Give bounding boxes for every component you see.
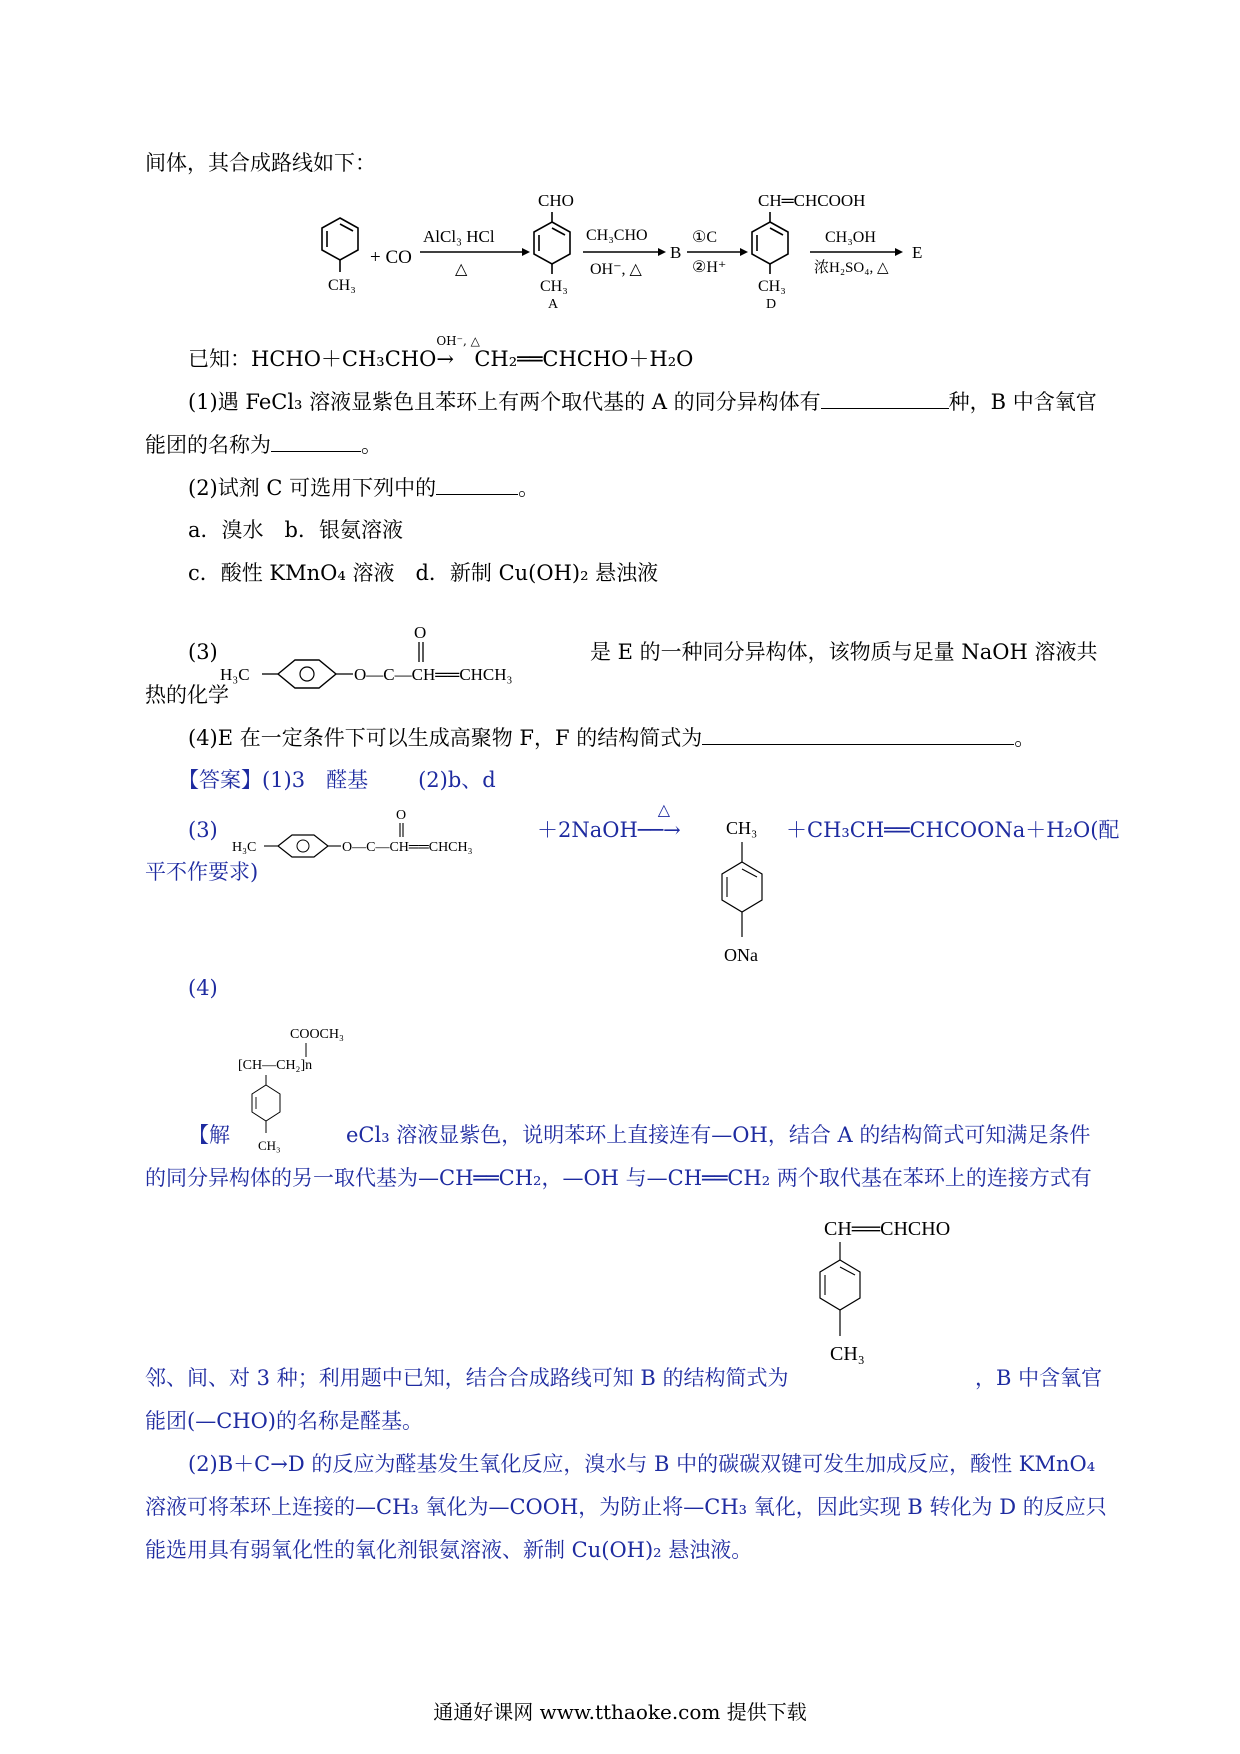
a-label: A <box>548 297 559 312</box>
q2-stem-text: (2)试剂 C 可选用下列中的 <box>188 476 437 500</box>
toluene-ch3: CH₃ <box>328 277 356 294</box>
d-top: CH═CHCOOH <box>758 191 866 210</box>
answer-3-delta: △ <box>657 800 671 819</box>
b-structure-ch3: CH₃ <box>830 1343 865 1365</box>
svg-text:O: O <box>396 808 407 823</box>
q1-text-b: 种，B 中含氧官 <box>948 390 1097 414</box>
q2-stem <box>188 473 539 503</box>
analysis-line1: eCl₃ 溶液显紫色，说明苯环上直接连有—OH，结合 A 的结构简式可知满足条件 <box>346 1123 1091 1147</box>
q1-line2 <box>145 430 382 460</box>
answer-4-cooch3: COOCH₃ <box>290 1027 344 1042</box>
answer-3-rest: ＋CH₃CH══CHCOONa＋H₂O(配 <box>786 818 1120 842</box>
arrow4-bottom: 浓H₂SO₄, △ <box>814 260 889 276</box>
svg-text:H₃C: H₃C <box>232 840 257 855</box>
q2-stem-end: 。 <box>518 476 540 500</box>
q3-line2: 热的化学 <box>145 683 229 707</box>
d-ch3: CH₃ <box>758 278 786 295</box>
answer-1: (1)3 醛基 <box>262 768 369 792</box>
q1-line2-end: 。 <box>361 433 382 457</box>
answer-4-chain: [CH—CH₂]n <box>238 1058 313 1073</box>
b-structure-top: CH══CHCHO <box>824 1218 951 1240</box>
known-suffix: CH₂══CHCHO＋H₂O <box>474 347 694 371</box>
q2-options-ab: a．溴水 b．银氨溶液 <box>188 518 403 542</box>
plus-co: + CO <box>370 247 412 268</box>
d-label: D <box>766 297 777 312</box>
answer-label: 【答案】 <box>178 768 262 792</box>
analysis-line4: 能团(—CHO)的名称是醛基。 <box>145 1409 423 1433</box>
q4-end: 。 <box>1014 726 1036 750</box>
arrow1-bottom: △ <box>455 261 468 278</box>
q4-text: (4)E 在一定条件下可以生成高聚物 F，F 的结构简式为 <box>188 726 703 750</box>
answer-3-naoh-text: ＋2NaOH <box>537 818 638 842</box>
analysis-line3-a: 邻、间、对 3 种；利用题中已知，结合合成路线可知 B 的结构简式为 <box>145 1366 789 1390</box>
analysis-line3-b: ，B 中含氧官 <box>975 1366 1103 1390</box>
arrow4-top: CH₃OH <box>825 229 876 246</box>
answer-3-naoh: ＋2NaOH △ ──→ <box>537 815 694 845</box>
arrow3-top: ①C <box>692 229 718 246</box>
analysis-line7: 能选用具有弱氧化性的氧化剂银氨溶液、新制 Cu(OH)₂ 悬浊液。 <box>145 1538 753 1562</box>
answer-3-product-ona: ONa <box>724 945 758 965</box>
q3-text: 是 E 的一种同分异构体，该物质与足量 NaOH 溶液共 <box>590 640 1098 664</box>
intro-text: 间体，其合成路线如下： <box>145 151 376 175</box>
arrow1-top: AlCl₃ HCl <box>423 227 495 246</box>
answer-3-product <box>706 812 776 982</box>
q2-options-cd: c．酸性 KMnO₄ 溶液 d．新制 Cu(OH)₂ 悬浊液 <box>188 561 659 585</box>
b-label: B <box>670 243 682 262</box>
known-line: 已知：HCHO＋CH₃CHO OH⁻, △ → CH₂══CHCHO＋H₂O <box>188 344 693 374</box>
answer-line <box>178 765 496 795</box>
answer-4-ch3: CH₃ <box>258 1138 281 1153</box>
footer: 通通好课网 www.tthaoke.com 提供下载 <box>433 1700 807 1724</box>
analysis-line5: (2)B＋C→D 的反应为醛基发生氧化反应，溴水与 B 中的碳碳双键可发生加成反应，酸性 KMnO₄ <box>188 1452 1096 1476</box>
answer-2: (2)b、d <box>418 768 496 792</box>
known-arrow-label: OH⁻, △ <box>436 334 480 348</box>
a-cho: CHO <box>538 191 574 210</box>
q2-blank <box>436 474 518 495</box>
q1-blank-count <box>821 388 949 409</box>
q1-line2-text: 能团的名称为 <box>145 433 271 457</box>
answer-4-num: (4) <box>188 976 218 1000</box>
q4-line <box>188 723 1035 753</box>
answer-3-line2: 平不作要求) <box>145 860 259 884</box>
e-label: E <box>912 243 923 262</box>
arrow2-bottom: OH⁻, △ <box>590 261 642 278</box>
q3-struct-o: O <box>414 623 427 642</box>
analysis-line2: 的同分异构体的另一取代基为—CH══CH₂，—OH 与—CH══CH₂ 两个取代基在苯环上的连接方式有 <box>145 1166 1092 1190</box>
a-ring <box>534 212 570 274</box>
q1-blank-name <box>271 431 361 452</box>
q3-num: (3) <box>188 640 218 664</box>
q3-struct-right: O—C—CH══CHCH₃ <box>354 665 513 684</box>
q4-blank <box>702 724 1014 745</box>
b-structure <box>810 1210 990 1380</box>
answer-3-num: (3) <box>188 818 218 842</box>
svg-text:O—C—CH══CHCH₃: O—C—CH══CHCH₃ <box>342 840 473 855</box>
arrow2-top: CH₃CHO <box>586 227 648 244</box>
analysis-label: 【解 <box>188 1123 230 1147</box>
analysis-line6: 溶液可将苯环上连接的—CH₃ 氧化为—COOH，为防止将—CH₃ 氧化，因此实现 B 转化为 D 的反应只 <box>145 1495 1107 1519</box>
toluene-ring <box>322 218 358 272</box>
a-ch3: CH₃ <box>540 278 568 295</box>
known-prefix: 已知：HCHO＋CH₃CHO <box>188 347 437 371</box>
arrow3-bottom: ②H⁺ <box>692 259 727 276</box>
answer-3-reactant <box>228 805 538 875</box>
q1-text-a: (1)遇 FeCl₃ 溶液显紫色且苯环上有两个取代基的 A 的同分异构体有 <box>188 390 821 414</box>
q3-structure <box>218 618 588 708</box>
q1-line1 <box>188 387 1097 417</box>
q3-struct-left: H₃C <box>220 665 250 684</box>
d-ring <box>752 212 788 274</box>
synthesis-route <box>300 180 1000 330</box>
answer-3-product-ch3: CH₃ <box>726 818 758 838</box>
